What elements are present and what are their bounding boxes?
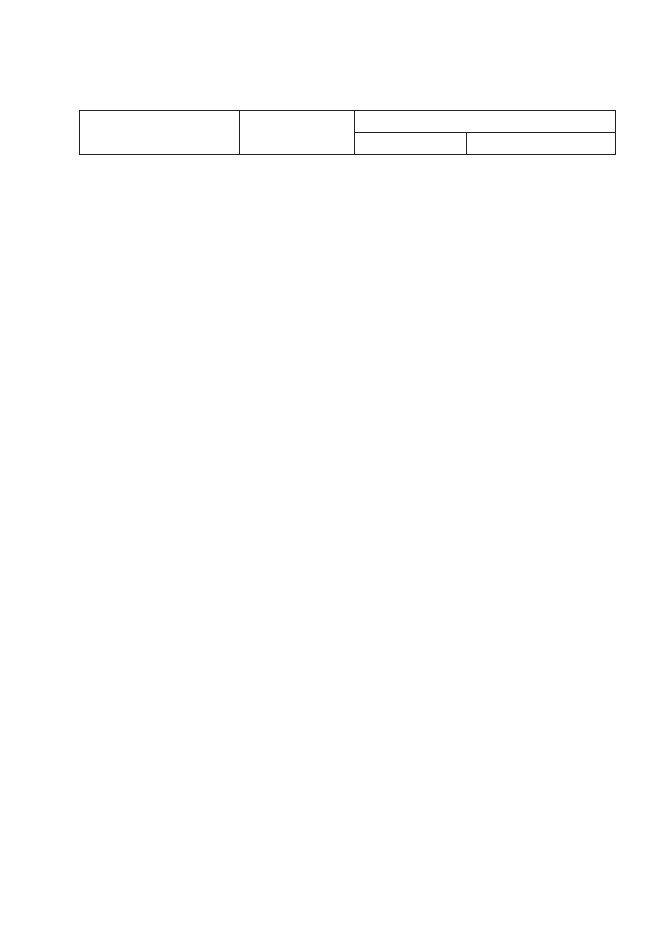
matrix-characteristics-table	[79, 110, 616, 155]
col-header-output	[467, 133, 616, 155]
col-header-input	[355, 133, 467, 155]
document-body	[79, 97, 616, 172]
col-header-characteristics	[355, 111, 616, 133]
col-header-matrix-name	[239, 111, 355, 155]
col-header-stage	[80, 111, 240, 155]
